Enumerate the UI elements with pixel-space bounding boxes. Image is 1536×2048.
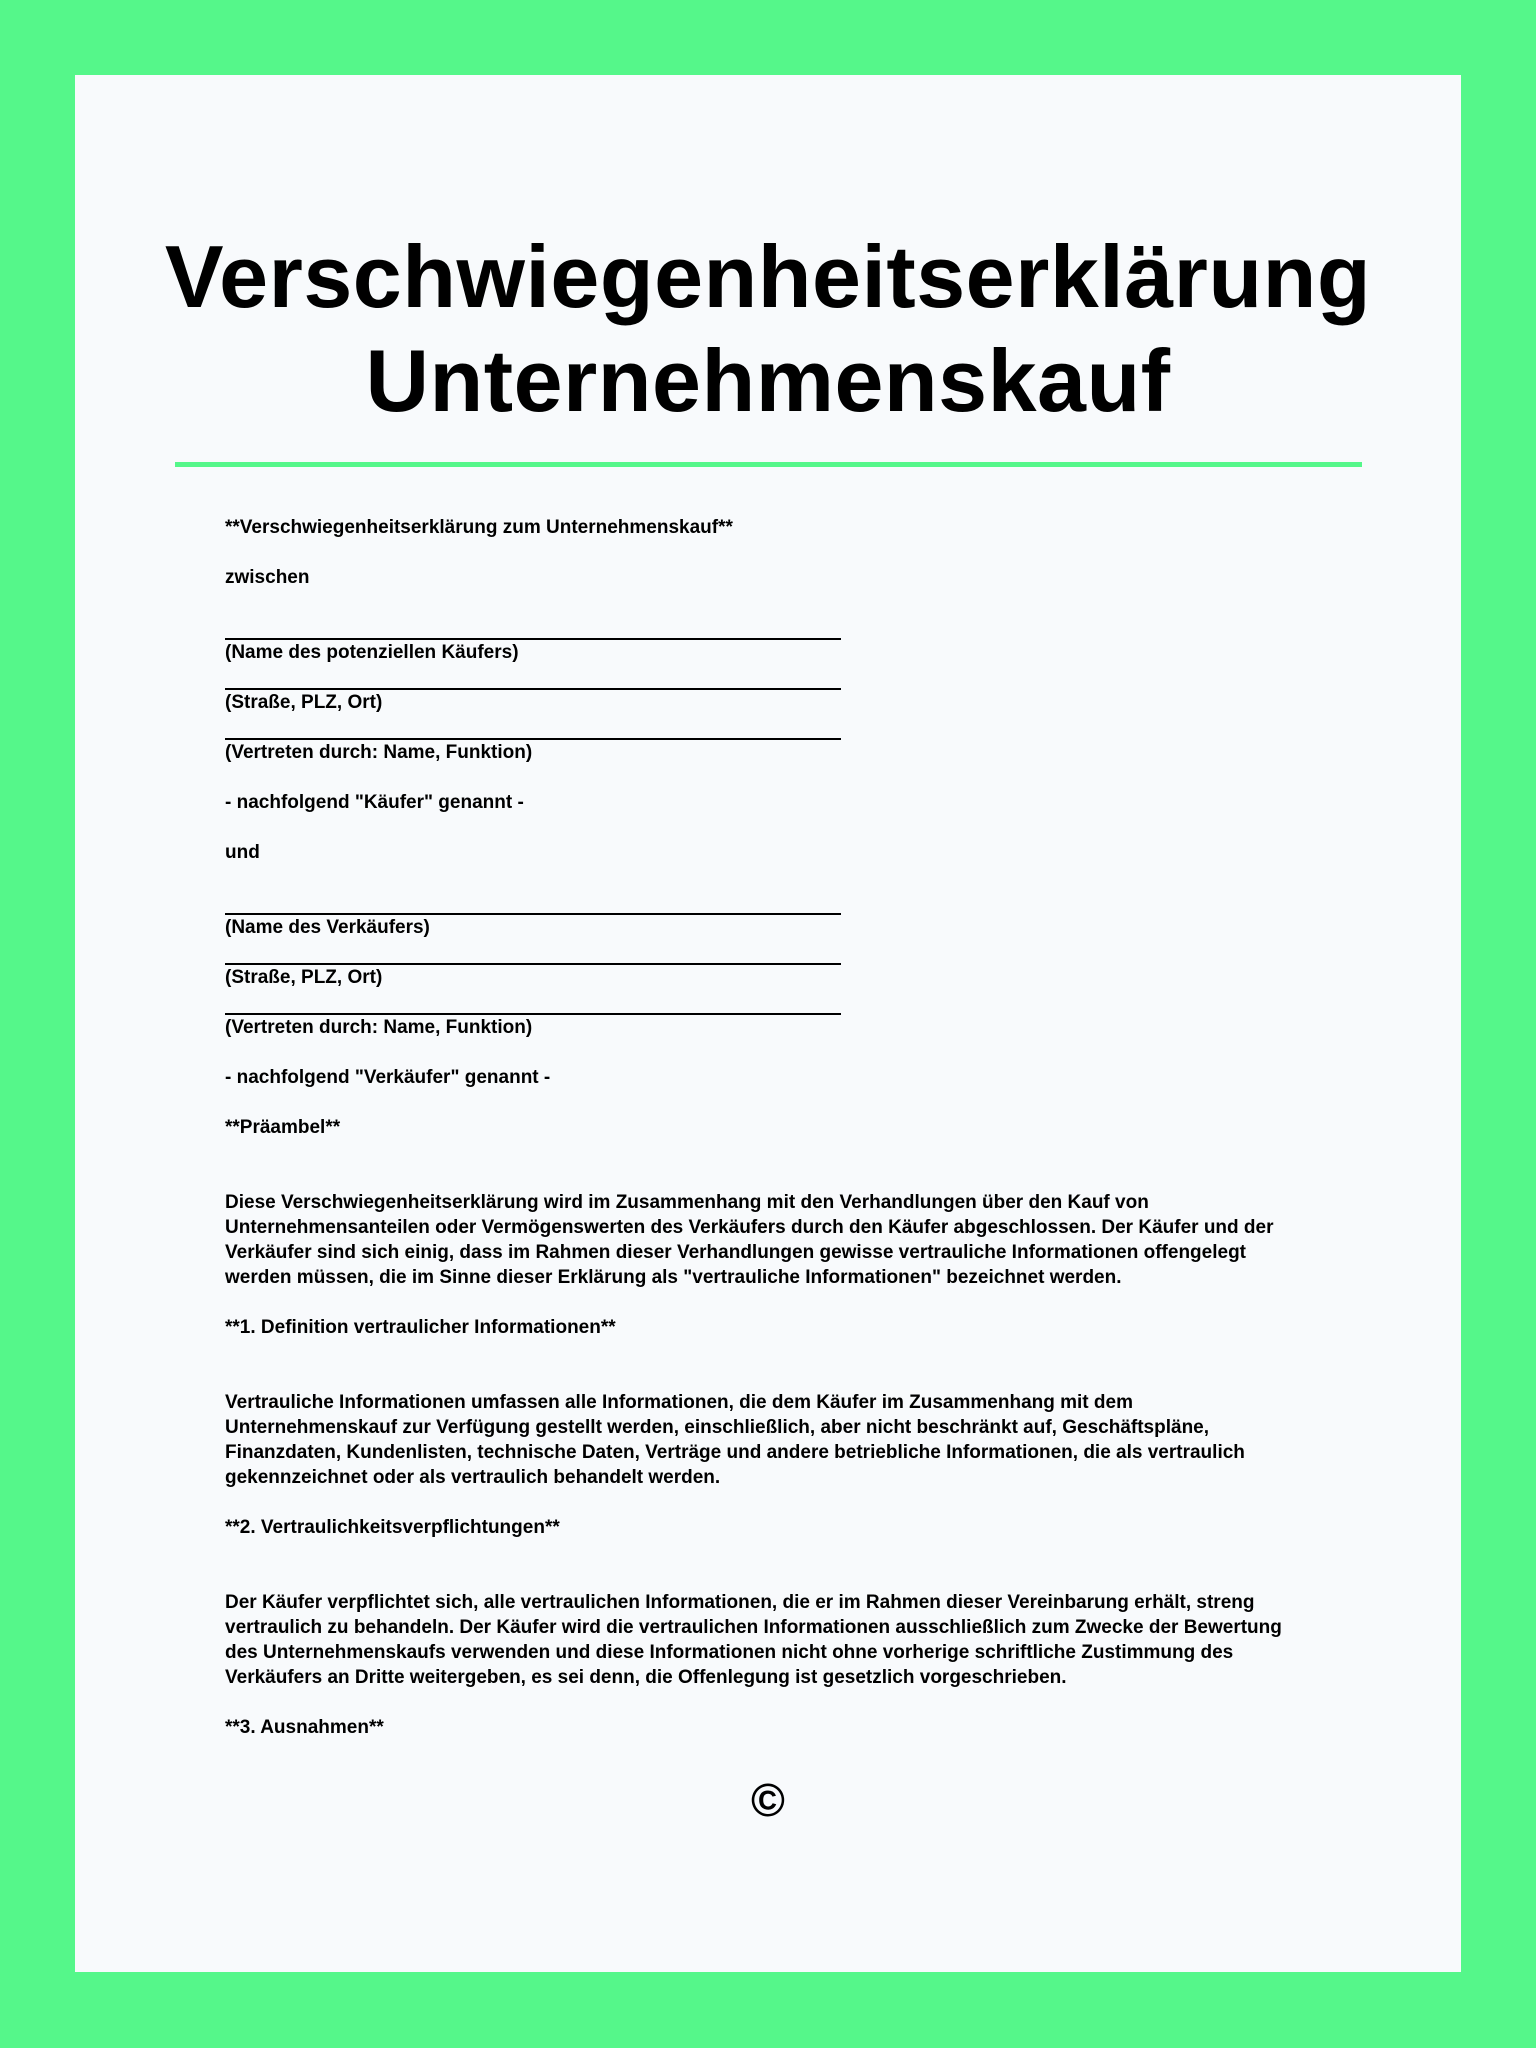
section-2-text: Der Käufer verpflichtet sich, alle vertraulichen Informationen, die er im Rahmen dieser Vereinbarung erhält, streng vertraulich zu behandeln. Der Käufer wird die vertraulichen Informationen ausschließlich zum Zwecke der Bewertung des Unternehmenskaufs verwenden und diese Informationen nicht ohne vorherige schriftliche Zustimmung des Verkäufers an Dritte weitergeben, es sei denn, die Offenlegung ist gesetzlich vorgeschrieben.: [225, 1592, 1282, 1688]
document-page: [75, 75, 1461, 1972]
preamble-text: Diese Verschwiegenheitserklärung wird im Zusammenhang mit den Verhandlungen über den Kauf von Unternehmensanteilen oder Vermögenswerten des Verkäufers durch den Käufer abgeschlossen. Der Käufer und der Verkäufer sind sich einig, dass im Rahmen dieser Verhandlungen gewisse vertrauliche Informationen offengelegt werden müssen, die im Sinne dieser Erklärung als "vertrauliche Informationen" bezeichnet werden.: [225, 1192, 1274, 1288]
section-3-heading: **3. Ausnahmen**: [225, 1717, 384, 1738]
buyer-address-line: [225, 665, 841, 690]
seller-address-label: (Straße, PLZ, Ort): [225, 967, 383, 988]
seller-name-label: (Name des Verkäufers): [225, 917, 430, 938]
document-body: [225, 515, 1425, 1765]
seller-represented-line: [225, 990, 841, 1015]
buyer-represented-label: (Vertreten durch: Name, Funktion): [225, 742, 533, 763]
seller-represented-label: (Vertreten durch: Name, Funktion): [225, 1017, 533, 1038]
and-text: und: [225, 842, 260, 863]
buyer-name-label: (Name des potenziellen Käufers): [225, 642, 519, 663]
preamble-heading: **Präambel**: [225, 1117, 341, 1138]
spacer: [225, 1365, 1425, 1390]
spacer: [225, 1165, 1425, 1190]
agreement-heading: **Verschwiegenheitserklärung zum Unternehmenskauf**: [225, 517, 733, 538]
buyer-address-label: (Straße, PLZ, Ort): [225, 692, 383, 713]
title-divider: [175, 462, 1362, 467]
seller-designation: - nachfolgend "Verkäufer" genannt -: [225, 1067, 551, 1088]
section-1-heading: **1. Definition vertraulicher Informationen**: [225, 1317, 616, 1338]
section-2-heading: **2. Vertraulichkeitsverpflichtungen**: [225, 1517, 560, 1538]
seller-name-line: [225, 890, 841, 915]
document-title: [75, 225, 1461, 433]
between-text: zwischen: [225, 567, 310, 588]
seller-address-line: [225, 940, 841, 965]
title-line-2: Unternehmenskauf: [365, 331, 1171, 430]
buyer-represented-line: [225, 715, 841, 740]
buyer-name-line: [225, 615, 841, 640]
title-line-1: Verschwiegenheitserklärung: [164, 227, 1372, 326]
section-1-text: Vertrauliche Informationen umfassen alle Informationen, die dem Käufer im Zusammenhang mit dem Unternehmenskauf zur Verfügung gestellt werden, einschließlich, aber nicht beschränkt auf, Geschäftspläne, Finanzdaten, Kundenlisten, technische Daten, Verträge und andere betriebliche Informationen, die als vertraulich gekennzeichnet oder als vertraulich behandelt werden.: [225, 1392, 1245, 1488]
copyright-icon: ©: [751, 1774, 785, 1826]
buyer-designation: - nachfolgend "Käufer" genannt -: [225, 792, 524, 813]
spacer: [225, 1565, 1425, 1590]
